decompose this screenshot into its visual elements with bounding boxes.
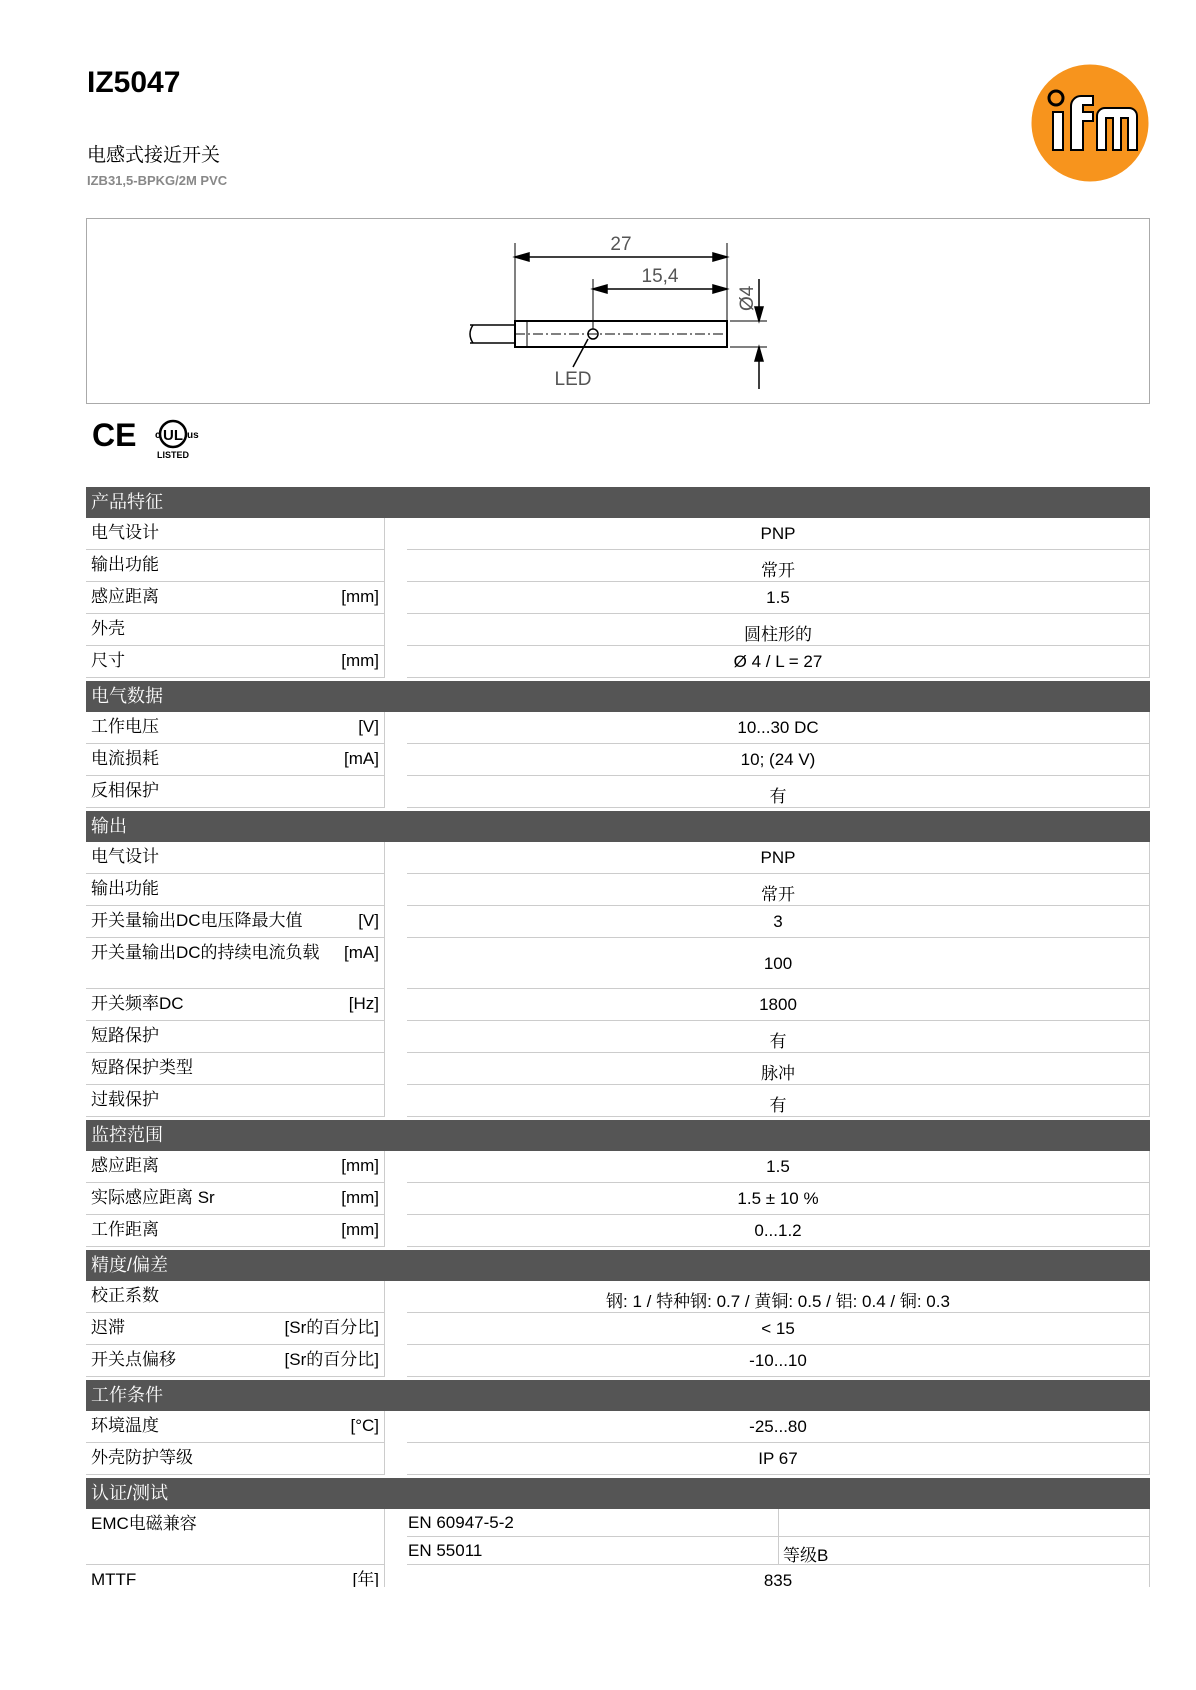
table-row	[86, 1443, 1150, 1475]
table-row-emc	[86, 1509, 1150, 1565]
row-value: 有	[407, 1021, 1150, 1053]
row-value: IP 67	[407, 1443, 1150, 1475]
emc-standard-line	[407, 1509, 1150, 1537]
row-label: 工作距离	[91, 1220, 159, 1239]
row-value: Ø 4 / L = 27	[407, 646, 1150, 678]
row-label: 外壳	[91, 619, 125, 638]
product-title: IZ5047	[87, 66, 181, 99]
row-value: < 15	[407, 1313, 1150, 1345]
spec-table	[86, 484, 1150, 1587]
section-header: 精度/偏差	[86, 1250, 1150, 1281]
table-row	[86, 906, 1150, 938]
row-value: 1800	[407, 989, 1150, 1021]
emc-standard: EN 55011	[407, 1537, 779, 1564]
row-label: 开关量输出DC电压降最大值	[91, 911, 303, 930]
table-row	[86, 874, 1150, 906]
emc-class	[779, 1509, 1150, 1536]
row-unit: [mA]	[344, 749, 379, 768]
emc-class: 等级B	[779, 1537, 1150, 1564]
row-value: 3	[407, 906, 1150, 938]
table-row	[86, 744, 1150, 776]
dimension-drawing	[86, 218, 1150, 404]
row-label: 电流损耗	[91, 749, 159, 768]
row-unit	[373, 522, 379, 549]
row-unit: [Sr的百分比]	[284, 1318, 379, 1337]
row-unit: [mA]	[344, 943, 379, 962]
row-label: 外壳防护等级	[91, 1448, 193, 1467]
row-value: 10; (24 V)	[407, 744, 1150, 776]
row-value: -10...10	[407, 1345, 1150, 1377]
row-unit: [mm]	[341, 587, 379, 606]
row-value: 常开	[407, 874, 1150, 906]
ifm-logo	[1031, 64, 1149, 182]
dim-diameter-label: Ø4	[737, 285, 758, 311]
table-row	[86, 938, 1150, 989]
dim-partial-label: 15,4	[641, 266, 679, 287]
row-unit: [V]	[358, 717, 379, 736]
row-label: 环境温度	[91, 1416, 159, 1435]
row-value: 1.5	[407, 582, 1150, 614]
row-unit	[373, 846, 379, 873]
product-code: IZB31,5-BPKG/2M PVC	[87, 173, 228, 188]
row-label: 过载保护	[91, 1090, 159, 1109]
table-row	[86, 1411, 1150, 1443]
row-label: 校正系数	[91, 1286, 159, 1305]
section-header: 产品特征	[86, 487, 1150, 518]
row-unit: [mm]	[341, 1188, 379, 1207]
row-label: 短路保护	[91, 1026, 159, 1045]
row-label: 感应距离	[91, 587, 159, 606]
row-value: PNP	[407, 518, 1150, 550]
row-unit: [mm]	[341, 1156, 379, 1175]
row-label: 电气设计	[91, 523, 159, 542]
row-value: 1.5 ± 10 %	[407, 1183, 1150, 1215]
section-header: 输出	[86, 811, 1150, 842]
table-row	[86, 1085, 1150, 1117]
ul-us-mark: us	[187, 430, 199, 441]
row-label: 开关频率DC	[91, 994, 184, 1013]
row-unit	[373, 1089, 379, 1116]
table-row	[86, 1565, 1150, 1587]
row-value: 10...30 DC	[407, 712, 1150, 744]
certification-marks	[92, 412, 212, 462]
ul-c-mark: c	[155, 430, 161, 441]
row-unit: [°C]	[350, 1416, 379, 1435]
row-value: 835	[407, 1565, 1150, 1587]
row-label: 感应距离	[91, 1156, 159, 1175]
row-unit: [mm]	[341, 1220, 379, 1239]
row-unit: [Sr的百分比]	[284, 1350, 379, 1369]
table-row	[86, 1151, 1150, 1183]
ce-mark: CE	[92, 417, 137, 453]
row-unit: [V]	[358, 911, 379, 930]
row-value: 100	[407, 938, 1150, 989]
row-label: EMC电磁兼容	[91, 1514, 197, 1533]
row-value: 0...1.2	[407, 1215, 1150, 1247]
row-value: 有	[407, 776, 1150, 808]
table-row	[86, 614, 1150, 646]
table-row	[86, 712, 1150, 744]
row-label: 反相保护	[91, 781, 159, 800]
row-unit	[373, 1447, 379, 1474]
table-row	[86, 550, 1150, 582]
row-unit	[373, 878, 379, 905]
row-label: 输出功能	[91, 879, 159, 898]
row-unit	[373, 1025, 379, 1052]
row-label: 尺寸	[91, 651, 125, 670]
table-row	[86, 776, 1150, 808]
section-header: 认证/测试	[86, 1478, 1150, 1509]
section-header: 电气数据	[86, 681, 1150, 712]
dim-length-label: 27	[610, 234, 632, 255]
row-label: 输出功能	[91, 555, 159, 574]
row-label: 开关点偏移	[91, 1350, 176, 1369]
row-unit	[373, 1057, 379, 1084]
table-row	[86, 518, 1150, 550]
row-label: 工作电压	[91, 717, 159, 736]
table-row	[86, 842, 1150, 874]
row-unit: [Hz]	[348, 994, 379, 1013]
section-header: 工作条件	[86, 1380, 1150, 1411]
ul-listed-mark: LISTED	[156, 450, 190, 460]
table-row	[86, 1345, 1150, 1377]
table-row	[86, 1053, 1150, 1085]
row-value: 常开	[407, 550, 1150, 582]
row-value: PNP	[407, 842, 1150, 874]
row-unit	[373, 554, 379, 581]
row-unit	[373, 618, 379, 645]
table-row	[86, 1215, 1150, 1247]
row-value: 脉冲	[407, 1053, 1150, 1085]
row-value: 圆柱形的	[407, 614, 1150, 646]
row-unit: [mm]	[341, 651, 379, 670]
table-row	[86, 989, 1150, 1021]
row-label: 短路保护类型	[91, 1058, 193, 1077]
emc-standard-line	[407, 1537, 1150, 1565]
row-value: 钢: 1 / 特种钢: 0.7 / 黄铜: 0.5 / 铝: 0.4 / 铜: 0.3	[407, 1281, 1150, 1313]
row-unit: [年]	[352, 1570, 379, 1587]
row-label: 迟滞	[91, 1318, 125, 1337]
row-value: 有	[407, 1085, 1150, 1117]
table-row	[86, 582, 1150, 614]
row-unit	[373, 1285, 379, 1312]
table-row	[86, 1281, 1150, 1313]
row-value: -25...80	[407, 1411, 1150, 1443]
row-label: 实际感应距离 Sr	[91, 1188, 215, 1207]
table-row	[86, 1021, 1150, 1053]
table-row	[86, 1183, 1150, 1215]
emc-standard: EN 60947-5-2	[407, 1509, 779, 1536]
row-value: 1.5	[407, 1151, 1150, 1183]
row-label: MTTF	[91, 1570, 137, 1587]
row-label: 开关量输出DC的持续电流负载	[91, 943, 320, 962]
ul-mark: UL	[163, 427, 183, 444]
row-unit	[373, 780, 379, 807]
table-row	[86, 646, 1150, 678]
led-label: LED	[554, 369, 592, 390]
section-header: 监控范围	[86, 1120, 1150, 1151]
product-subtitle: 电感式接近开关	[87, 145, 221, 166]
table-row	[86, 1313, 1150, 1345]
row-label: 电气设计	[91, 847, 159, 866]
